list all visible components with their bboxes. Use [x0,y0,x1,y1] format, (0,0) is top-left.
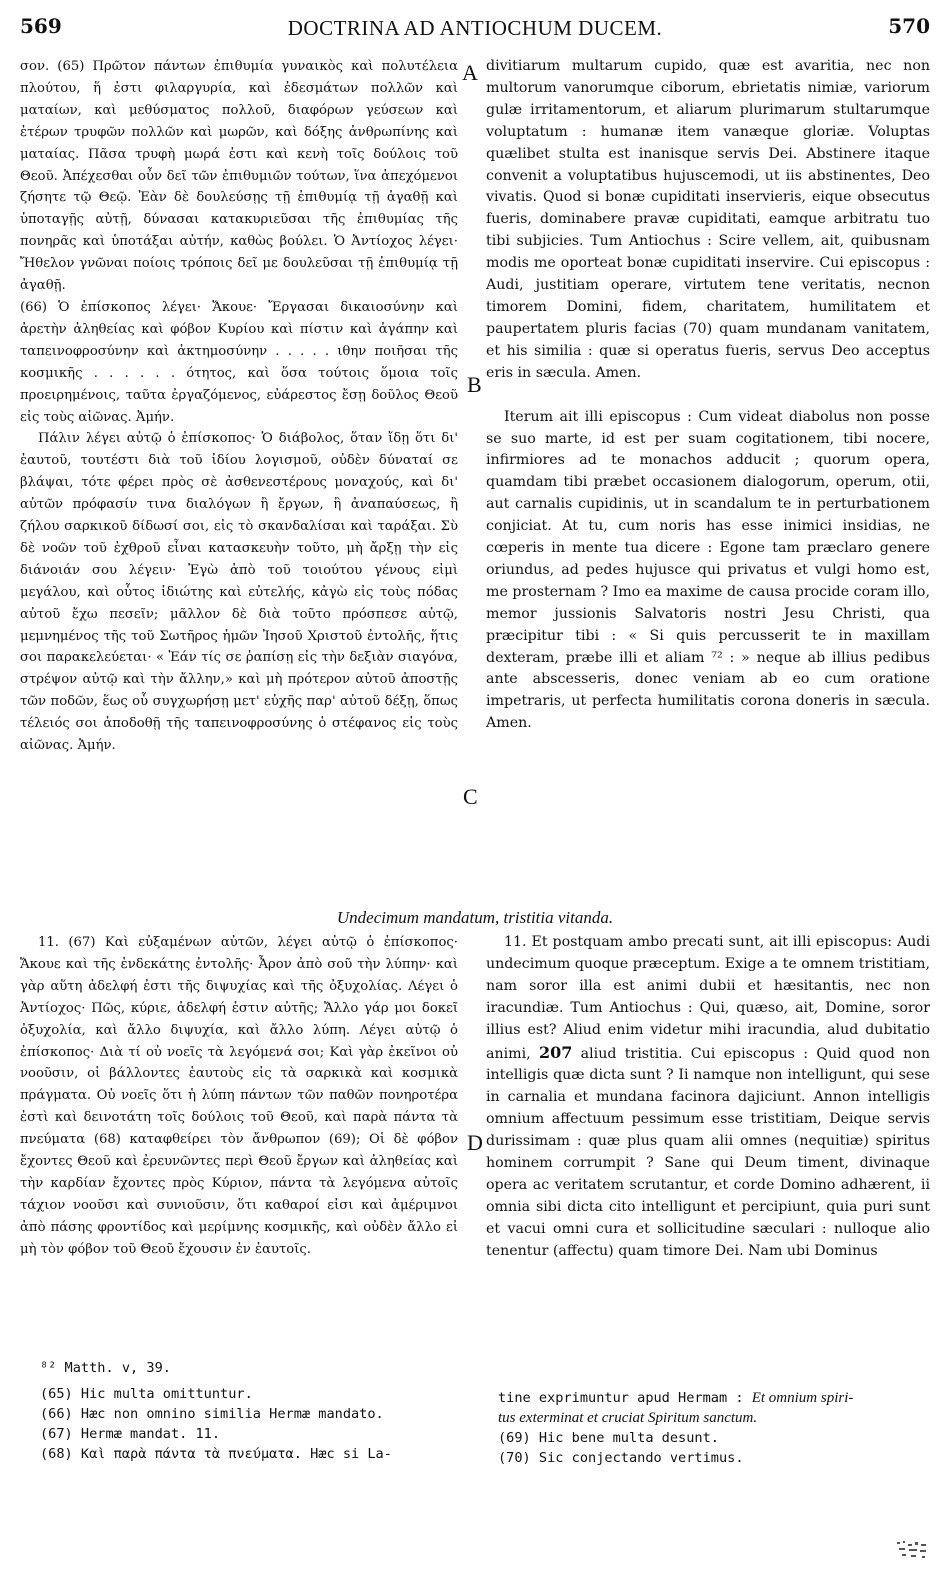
greek-paragraph: Πάλιν λέγει αὐτῷ ὁ ἐπίσκοπος· Ὁ διάβολος, ὅταν ἴδῃ ὅτι δι' ἑαυτοῦ, τουτέστι διὰ τοῦ ἰδίου λογισμοῦ, οὐδὲν δύναταί σε βλάψαι, τότε φέρει πρὸς σὲ ἀσθενεστέρους μοναχούς, καὶ δι' αὐτῶν πρόφασίν τινα διαλόγων ἢ ἔργων, ἢ ἀναπαύσεως, ἢ ζήλου σαρκικοῦ δίδωσί σοι, εἰς τὸ σκανδαλίσαι καὶ ταράξαι. Σὺ δὲ νοῶν τοῦ ἐχθροῦ εἶναι κατασκευὴν τοῦτο, μὴ ἄρξῃ τὴν εἰς διάνοιάν σου λέγειν· Ἐγὼ ἀπὸ τοῦ τοιούτου γένους εἰμὶ μεγάλου, καὶ οὗτος ἰδιώτης καὶ εὐτελής, κἀγὼ εἰς τοὺς πόδας αὐτοῦ ἔχω πεσεῖν; μᾶλλον δὲ διὰ τοῦτο πρόσπεσε αὐτῷ, μεμνημένος τῆς τοῦ Σωτῆρος ἡμῶν Ἰησοῦ Χριστοῦ ἐντολῆς, ἥτις σοι παρακελεύεται· « Ἐάν τίς σε ῥαπίσῃ εἰς τὴν δεξιὰν σιαγόνα, στρέψον αὐτῷ καὶ τὴν ἄλλην,» καὶ μὴ πρότερον αὐτοῦ ἀποστῇς τῶν ποδῶν, ἕως οὗ συγχωρήσῃ μετ' εὐχῆς παρ' αὐτοῦ δέξῃ, ὅπως τέλειός σοι ἀποδοθῇ τῆς ταπεινοφροσύνης ὁ στέφανος εἰς τοὺς αἰῶνας. Ἀμήν. [20,431,458,754]
footnote-continuation: tine exprimuntur apud Hermam : Et omnium spiri- [498,1390,854,1406]
running-title: DOCTRINA AD ANTIOCHUM DUCEM. [287,16,663,40]
library-stamp-icon [893,1538,933,1562]
greek-column-top [20,56,458,757]
footnote: (66) Hæc non omnino similia Hermæ mandato. [40,1406,384,1422]
section-heading: Undecimum mandatum, tristitia vitanda. [336,908,614,927]
footnote: (70) Sic conjectando vertimus. [498,1450,744,1466]
footnote: (65) Hic multa omittuntur. [40,1386,253,1402]
footnote: (68) Καὶ παρὰ πάντα τὰ πνεύματα. Hæc si La- [40,1446,392,1462]
footnote: (67) Hermæ mandat. 11. [40,1426,221,1442]
column-number: 207 [538,1042,573,1062]
greek-paragraph: 11. (67) Καὶ εὐξαμένων αὐτῶν, λέγει αὐτῷ ὁ ἐπίσκοπος· Ἄκουε καὶ τῆς ἑνδεκάτης ἐντολῆς· Ἆρον ἀπὸ σοῦ τὴν λύπην· καὶ γὰρ αὕτη ἀδελφή ἐστι τῆς διψυχίας καὶ τῆς ὀξυχολίας. Λέγει ὁ Ἀντίοχος· Πῶς, κύριε, ἀδελφή ἐστιν αὐτῆς; Ἄλλο γάρ μοι δοκεῖ ὀξυχολία, καὶ ἄλλο διψυχία, καὶ ἄλλο λύπη. Λέγει αὐτῷ ὁ ἐπίσκοπος· Διὰ τί οὐ νοεῖς τὰ λεγόμενά σοι; Καὶ γὰρ ἐκεῖνοι οὐ νοοῦσιν, οἱ βάλλοντες ἑαυτοὺς εἰς τὰ σαρκικὰ καὶ κοσμικὰ πράγματα. Οὐ νοεῖς ὅτι ἡ λύπη πάντων τῶν παθῶν πονηροτέρα ἐστὶ καὶ δεινοτάτη τοῖς δούλοις τοῦ Θεοῦ, καὶ παρὰ πάντα τὰ πνεύματα (68) καταφθείρει τὸν ἄνθρωπον (69); Οἱ δὲ φόβον ἔχοντες Θεοῦ καὶ ἐρευνῶντες περὶ Θεοῦ ἔργων καὶ ἀληθείας καὶ τὴν καρδίαν ἔχοντες πρὸς Κύριον, πάντα τὰ λεγόμενα αὐτοῖς τάχιον νοοῦσι καὶ συνιοῦσιν, ὅτι καθαροί εἰσι καὶ ἀμέριμνοι ἀπὸ πάσης φροντίδος καὶ μερίμνης κοσμικῆς, καὶ οὐδὲν ἄλλο εἰ μὴ τὸν φόβον τοῦ Θεοῦ ἔχουσιν ἐν ἑαυτοῖς. [20,935,458,1257]
greek-paragraph: σον. (65) Πρῶτον πάντων ἐπιθυμία γυναικὸς καὶ πολυτέλεια πλούτου, ἥ ἐστι φιλαργυρία, καὶ ἐδεσμάτων πολλῶν καὶ ματαίων, καὶ μεθύσματος πολλοῦ, διαφόρων γεύσεων καὶ ἑτέρων τρυφῶν πολλῶν καὶ μωρῶν, καὶ δόξης ἀνθρωπίνης καὶ ματαίας. Πᾶσα τρυφὴ μωρά ἐστι καὶ κενὴ τοῖς δούλοις τοῦ Θεοῦ. Ἀπέχεσθαι οὖν δεῖ τῶν ἐπιθυμιῶν τούτων, ἵνα ἀπεχόμενοι ζήσητε τῷ Θεῷ. Ἐὰν δὲ δουλεύσῃς τῇ ἐπιθυμίᾳ τῇ ἀγαθῇ καὶ ὑποταγῇς αὐτῇ, δύνασαι κατακυριεῦσαι τῆς ἐπιθυμίας τῆς πονηρᾶς καὶ ὑποτάξαι αὐτήν, καθὼς βούλει. Ὁ Ἀντίοχος λέγει· Ἤθελον γνῶναι ποίοις τρόποις δεῖ με δουλεῦσαι τῇ ἐπιθυμίᾳ τῇ ἀγαθῇ. [20,59,458,294]
footnotes-right [498,1388,853,1468]
footnotes-left [40,1384,392,1464]
scripture-reference: ⁸² Matth. v, 39. [40,1360,171,1376]
latin-text: 11. Et postquam ambo precati sunt, ait illi episcopus: Audi undecimum quoque præceptum. Exige a te omnem tristitiam, nam soror illa est animi dubii et hæsitantis, nec non iracundiæ. Tum Antiochus : Qui, quæso, ait, Domine, soror illius est? Aliud enim videtur mihi iracundia, alud dubitatio animi, [486,934,930,1062]
footnote: (69) Hic bene multa desunt. [498,1430,719,1446]
scripture-note [40,1358,171,1378]
page-number-left: 569 [20,14,62,38]
footnote-continuation-italic: tus exterminat et cruciat Spiritum sanctum. [498,1410,758,1426]
latin-paragraph [486,932,930,1263]
page-number-right: 570 [888,14,930,38]
latin-text: aliud tristitia. Cui episcopus : Quid quod non intelligis quæ dicta sunt ? Ii namque non intelligunt, qui sese in carnalia et mundana facinora dajiciunt. Annon intelligis omnium affectuum pessimum esse tristitiam, Deique servis durissimam : quæ plus quam alii omnes (nequitiæ) spiritus hominem corrumpit ? Sane qui Deum timent, divinaque opera ac veritatem scrutantur, et corde Domino adhærent, ii omnia sibi dicta cito intelligunt et percipiunt, quia puri sunt et vacui omni cura et sollicitudine sæculari : nulloque alio tenentur (affectu) quam timore Dei. Nam ubi Dominus [486,1045,930,1259]
greek-column-bottom [20,932,458,1261]
latin-column-bottom [486,932,930,1263]
latin-paragraph: divitiarum multarum cupido, quæ est avaritia, nec non multorum vanorumque ciborum, ebrietatis nimiæ, variorum gulæ irritamentorum, et aliarum plurimarum stultarumque voluptatum : humanæ item vanæque gloriæ. Voluptas quælibet stulta est inanisque servis Dei. Abstinere itaque convenit a voluptatibus hujuscemodi, ut iis abstinentes, Deo vivatis. Quod si bonæ cupiditati inservieris, eique obsecutus fueris, dominabere pravæ cupiditati, eamque arbitratu tuo tibi subjicies. Tum Antiochus : Scire vellem, ait, quibusnam modis me oporteat bonæ cupiditati inservire. Cui episcopus : Audi, justitiam operare, virtutem tene veritatis, necnon timorem Domini, fidem, charitatem, humilitatem et paupertatem pluris facias (70) quam mundanam vanitatem, et his similia : quæ si operatus fueris, servus Deo acceptus eris in sæcula. Amen. [486,58,930,381]
latin-paragraph: Iterum ait illi episcopus : Cum videat diabolus non posse se suo marte, id est per suam cogitationem, tibi nocere, infirmiores ad te monachos adducit ; quorum opera, quamdam tibi præbet occasionem dialogorum, operum, otii, aut carnalis cupidinis, ut in scandalum te in perturbationem conjiciat. At tu, cum noris has esse inimici insidias, ne cœperis in mente tua dicere : Egone tam præclaro genere oriundus, ad pedes hujusce qui privatus et vulgi homo est, me prosternam ? Imo ea maxime de causa procide coram illo, memor jussionis Salvatoris nostri Jesu Christi, qua præcipitur tibi : « Si quis percusserit te in maxillam dexteram, præbe illi et aliam ⁷² : » neque ab illius pedibus ante abscesseris, donec veniam ab eo cum oratione impetraris, ut perfecta humilitatis corona doneris in sæcula. Amen. [486,408,930,732]
latin-column-top [486,56,930,735]
margin-letter-b: B [467,372,482,397]
running-header [20,14,930,44]
margin-letter-c: C [463,784,478,809]
margin-letter-d: D [467,1130,483,1155]
greek-paragraph: (66) Ὁ ἐπίσκοπος λέγει· Ἄκουε· Ἔργασαι δικαιοσύνην καὶ ἀρετὴν ἀληθείας καὶ φόβον Κυρίου καὶ πίστιν καὶ ἀγάπην καὶ ταπεινοφροσύνην καὶ ἀκτημοσύνην . . . . . ιθην ποιῆσαι τῆς κοσμικῆς . . . . . . ότητος, καὶ ὅσα τούτοις ὅμοια τοῖς προειρημένοις, ταῦτα ἐργαζόμενος, εὐάρεστος ἔσῃ δοῦλος Θεοῦ εἰς τοὺς αἰῶνας. Ἀμήν. [20,299,458,425]
margin-letter-a: A [462,60,478,85]
